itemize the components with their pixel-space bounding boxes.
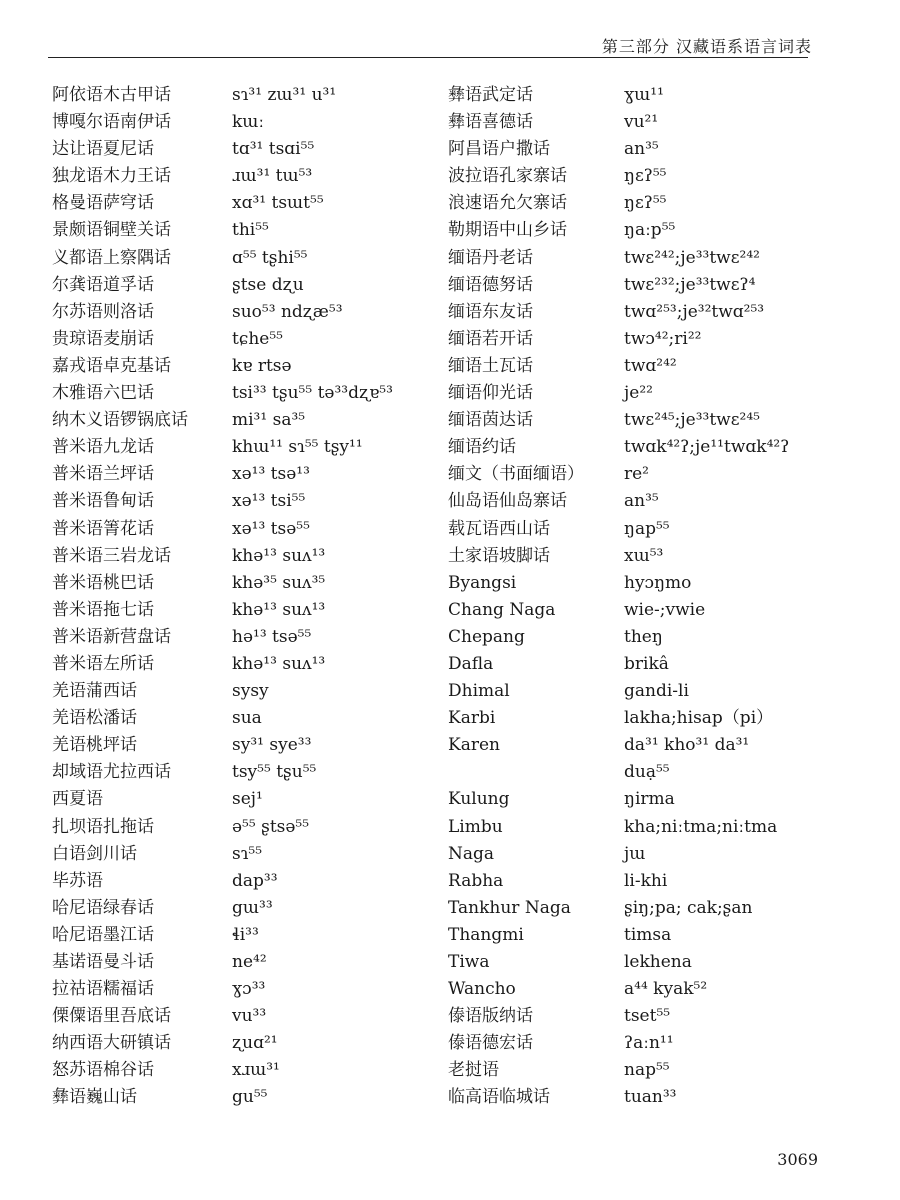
word-form: gu⁵⁵ [232, 1087, 268, 1108]
language-name: 波拉语孔家寨话 [448, 166, 567, 187]
word-form: theŋ [624, 626, 663, 647]
language-name: 普米语新营盘话 [52, 626, 171, 647]
header-rule [48, 57, 808, 58]
word-form: nap⁵⁵ [624, 1060, 670, 1081]
word-form: brikâ [624, 653, 669, 674]
word-form: khə³⁵ suʌ³⁵ [232, 572, 326, 593]
language-name: 阿昌语户撒话 [448, 139, 550, 160]
entry-row [448, 109, 828, 136]
entry-row [448, 543, 828, 570]
word-form: ŋaːp⁵⁵ [624, 220, 676, 241]
word-form: a⁴⁴ kyak⁵² [624, 979, 708, 1000]
page-header [0, 28, 900, 68]
entry-row [448, 597, 828, 624]
language-name: 傣语德宏话 [448, 1033, 533, 1054]
entry-row [52, 786, 452, 813]
word-form: timsa [624, 924, 672, 945]
entry-row [52, 163, 452, 190]
language-name: Dhimal [448, 681, 510, 702]
word-form: ʂtse dʐu [232, 274, 304, 295]
word-form: an³⁵ [624, 491, 659, 512]
language-name: 阿依语木古甲话 [52, 85, 171, 105]
entry-row [448, 380, 828, 407]
word-form: gandi-li [624, 681, 689, 702]
word-form: twɑk⁴²ʔ;je¹¹twɑk⁴²ʔ [624, 437, 790, 458]
entry-row [52, 732, 452, 759]
entry-row [448, 759, 828, 786]
entry-row [448, 868, 828, 895]
language-name: Byangsi [448, 572, 517, 593]
language-name: 普米语九龙话 [52, 437, 154, 458]
language-name: 普米语三岩龙话 [52, 545, 171, 566]
word-form: khə¹³ suʌ¹³ [232, 653, 326, 674]
word-form: suo⁵³ ndʐæ⁵³ [232, 301, 343, 322]
language-name: 西夏语 [52, 789, 103, 810]
language-name: 普米语桃巴话 [52, 572, 154, 593]
entry-row [52, 272, 452, 299]
language-name: 缅语德努话 [448, 274, 533, 295]
entry-row [52, 841, 452, 868]
language-name: 仙岛语仙岛寨话 [448, 491, 567, 512]
word-form: duạ⁵⁵ [624, 762, 670, 783]
language-name: 缅语茵达话 [448, 410, 533, 431]
entry-row [52, 326, 452, 353]
language-name: 普米语鲁甸话 [52, 491, 154, 512]
language-name: 缅语土瓦话 [448, 355, 533, 376]
language-name: 博嘎尔语南伊话 [52, 112, 171, 133]
word-form: ɬi³³ [232, 924, 259, 945]
word-form: xɯ⁵³ [624, 545, 664, 566]
word-form: xə¹³ tsə¹³ [232, 464, 310, 485]
entry-row [52, 136, 452, 163]
language-name: Rabha [448, 870, 504, 891]
word-form: ə⁵⁵ ʂtsə⁵⁵ [232, 816, 310, 837]
word-form: lakha;hisap（pi） [624, 708, 774, 729]
language-name: 缅语约话 [448, 437, 516, 458]
word-form: mi³¹ sa³⁵ [232, 410, 306, 431]
entry-row [448, 190, 828, 217]
entry-row [448, 949, 828, 976]
entry-row [52, 407, 452, 434]
word-form: tɑ³¹ tsɑi⁵⁵ [232, 139, 315, 160]
entry-row [448, 814, 828, 841]
word-form: sej¹ [232, 789, 263, 810]
entry-row [448, 976, 828, 1003]
word-form: ɣɯ¹¹ [624, 85, 664, 105]
language-name: 羌语蒲西话 [52, 681, 137, 702]
word-form: ŋɛʔ⁵⁵ [624, 193, 667, 214]
language-name: 哈尼语绿春话 [52, 897, 154, 918]
word-form: tsy⁵⁵ tʂu⁵⁵ [232, 762, 317, 783]
word-form: twɛ²³²;je³³twɛʔ⁴ [624, 274, 756, 295]
entry-row [448, 353, 828, 380]
entry-row [448, 434, 828, 461]
entry-row [448, 570, 828, 597]
entry-row [52, 434, 452, 461]
entry-row [52, 895, 452, 922]
entry-row [52, 759, 452, 786]
language-name: 浪速语允欠寨话 [448, 193, 567, 214]
word-form: ɑ⁵⁵ tʂhi⁵⁵ [232, 247, 308, 268]
word-form: ne⁴² [232, 952, 267, 972]
word-form: ŋɛʔ⁵⁵ [624, 166, 667, 187]
language-name: Naga [448, 843, 495, 864]
language-name: 达让语夏尼话 [52, 139, 154, 160]
word-form: twɛ²⁴²;je³³twɛ²⁴² [624, 247, 760, 268]
word-form: tset⁵⁵ [624, 1006, 671, 1027]
word-form: dap³³ [232, 870, 278, 891]
language-name: Wancho [448, 979, 516, 1000]
entry-row [448, 651, 828, 678]
language-name: Kulung [448, 789, 510, 810]
word-form: khə¹³ suʌ¹³ [232, 599, 326, 620]
language-name: 嘉戎语卓克基话 [52, 355, 171, 376]
word-form: sua [232, 708, 262, 729]
word-form: twɛ²⁴⁵;je³³twɛ²⁴⁵ [624, 410, 760, 431]
language-name: 扎坝语扎拖话 [52, 816, 154, 837]
language-name: 尔龚语道孚话 [52, 274, 154, 295]
language-name: 景颇语铜壁关话 [52, 220, 171, 241]
language-name: 格曼语萨穹话 [52, 193, 154, 214]
entry-row [448, 516, 828, 543]
word-form: ɹɯ³¹ tɯ⁵³ [232, 166, 313, 187]
entry-row [52, 1030, 452, 1057]
word-form: xɑ³¹ tsɯt⁵⁵ [232, 193, 324, 214]
entry-row [52, 488, 452, 515]
language-name: 载瓦语西山话 [448, 518, 550, 539]
language-name: Dafla [448, 653, 494, 674]
word-form: je²² [624, 383, 653, 404]
word-form: twɑ²⁵³;je³²twɑ²⁵³ [624, 301, 765, 322]
word-form: sysy [232, 681, 269, 702]
language-name: 普米语拖七话 [52, 599, 154, 620]
language-name: 白语剑川话 [52, 843, 137, 864]
language-name: 傈僳语里吾底话 [52, 1006, 171, 1027]
language-name: 贵琼语麦崩话 [52, 328, 154, 349]
word-form: hyɔŋmo [624, 572, 692, 593]
page-number: 3069 [777, 1150, 818, 1169]
language-name: 拉祜语糯福话 [52, 979, 154, 1000]
language-name: 尔苏语则洛话 [52, 301, 154, 322]
entry-row [52, 461, 452, 488]
language-name: 普米语左所话 [52, 653, 154, 674]
language-name: 羌语松潘话 [52, 708, 137, 729]
entry-row [448, 1057, 828, 1084]
word-form: vu²¹ [624, 112, 659, 133]
entry-row [448, 732, 828, 759]
language-name: 普米语箐花话 [52, 518, 154, 539]
word-form: xə¹³ tsi⁵⁵ [232, 491, 306, 512]
word-form: ʔaːn¹¹ [624, 1033, 674, 1054]
language-name: 土家语坡脚话 [448, 545, 550, 566]
entry-row [448, 407, 828, 434]
entry-row [448, 245, 828, 272]
word-form: xɹɯ³¹ [232, 1060, 280, 1081]
word-form: ʐuɑ²¹ [232, 1033, 278, 1054]
word-form: kɯː [232, 112, 265, 133]
entry-row [448, 136, 828, 163]
language-name: 彝语巍山话 [52, 1087, 137, 1108]
word-form: re² [624, 464, 650, 485]
language-name: 毕苏语 [52, 870, 103, 891]
language-name: 纳木义语锣锅底话 [52, 410, 188, 431]
language-name: 缅文（书面缅语） [448, 464, 584, 485]
entry-row [52, 109, 452, 136]
entry-row [448, 841, 828, 868]
right-column [448, 82, 828, 1112]
entry-row [52, 353, 452, 380]
entry-row [52, 651, 452, 678]
entry-row [448, 786, 828, 813]
entry-row [52, 597, 452, 624]
language-name: 临高语临城话 [448, 1087, 550, 1108]
entry-row [52, 678, 452, 705]
word-form: vu³³ [232, 1006, 267, 1027]
entry-row [448, 272, 828, 299]
entry-row [52, 922, 452, 949]
language-name: 缅语若开话 [448, 328, 533, 349]
entry-row [52, 380, 452, 407]
entry-row [448, 163, 828, 190]
entry-row [52, 949, 452, 976]
word-form: thi⁵⁵ [232, 220, 269, 241]
language-name: Karbi [448, 708, 496, 729]
language-name: Chang Naga [448, 599, 556, 620]
language-name: 普米语兰坪话 [52, 464, 154, 485]
entry-row [448, 678, 828, 705]
word-form: lekhena [624, 952, 692, 972]
language-name: 缅语仰光话 [448, 383, 533, 404]
language-name: 老挝语 [448, 1060, 499, 1081]
word-form: da³¹ kho³¹ da³¹ [624, 735, 750, 756]
language-name: 羌语桃坪话 [52, 735, 137, 756]
entry-row [448, 1030, 828, 1057]
entry-row [448, 217, 828, 244]
language-name: Tiwa [448, 952, 490, 972]
word-form: ɣɔ³³ [232, 979, 266, 1000]
entry-row [448, 1003, 828, 1030]
word-form: jɯ [624, 843, 646, 864]
entry-row [52, 976, 452, 1003]
entry-row [448, 461, 828, 488]
entry-row [52, 868, 452, 895]
word-form: sɿ⁵⁵ [232, 843, 263, 864]
entry-row [448, 1084, 828, 1111]
language-name: 缅语东友话 [448, 301, 533, 322]
word-form: ŋap⁵⁵ [624, 518, 670, 539]
entry-row [448, 82, 828, 109]
language-name: 独龙语木力王话 [52, 166, 171, 187]
language-name: 纳西语大研镇话 [52, 1033, 171, 1054]
entry-row [448, 922, 828, 949]
word-form: an³⁵ [624, 139, 659, 160]
word-form: sɿ³¹ zɯ³¹ u³¹ [232, 85, 337, 105]
entry-row [52, 570, 452, 597]
entry-row [448, 326, 828, 353]
entry-row [52, 1084, 452, 1111]
language-name: 怒苏语棉谷话 [52, 1060, 154, 1081]
word-form: xə¹³ tsə⁵⁵ [232, 518, 310, 539]
word-form: kɐ rtsə [232, 355, 292, 376]
language-name: 哈尼语墨江话 [52, 924, 154, 945]
entry-row [52, 299, 452, 326]
entry-row [52, 705, 452, 732]
language-name: Chepang [448, 626, 525, 647]
word-form: ʂiŋ;pa; cak;ʂan [624, 897, 753, 918]
entry-row [52, 814, 452, 841]
word-form: ŋirma [624, 789, 675, 810]
word-form: tɕhe⁵⁵ [232, 328, 283, 349]
entry-row [52, 217, 452, 244]
word-form: twɑ²⁴² [624, 355, 677, 376]
word-form: khɯ¹¹ sɿ⁵⁵ tʂy¹¹ [232, 437, 363, 458]
entry-row [52, 190, 452, 217]
word-form: khə¹³ suʌ¹³ [232, 545, 326, 566]
language-name: 缅语丹老话 [448, 247, 533, 268]
entry-row [52, 543, 452, 570]
entry-row [52, 516, 452, 543]
entry-row [448, 624, 828, 651]
word-form: wie-;vwie [624, 599, 706, 620]
language-name: 勒期语中山乡话 [448, 220, 567, 241]
word-form: sy³¹ sye³³ [232, 735, 312, 756]
language-name: 却域语尤拉西话 [52, 762, 171, 783]
language-name: Tankhur Naga [448, 897, 571, 918]
entry-row [448, 488, 828, 515]
word-form: twɔ⁴²;ri²² [624, 328, 702, 349]
entry-row [448, 299, 828, 326]
entry-row [52, 1057, 452, 1084]
language-name: 义都语上察隅话 [52, 247, 171, 268]
entry-row [52, 82, 452, 109]
language-name: 彝语喜德话 [448, 112, 533, 133]
language-name: Limbu [448, 816, 503, 837]
header-title: 第三部分 汉藏语系语言词表 [601, 37, 812, 56]
entry-row [52, 624, 452, 651]
word-form: hə¹³ tsə⁵⁵ [232, 626, 312, 647]
language-name: 基诺语曼斗话 [52, 952, 154, 972]
word-form: li-khi [624, 870, 668, 891]
left-column [52, 82, 452, 1112]
word-form: tuan³³ [624, 1087, 677, 1108]
entry-row [52, 1003, 452, 1030]
language-name: 木雅语六巴话 [52, 383, 154, 404]
entry-row [448, 705, 828, 732]
language-name: 傣语版纳话 [448, 1006, 533, 1027]
language-name: Thangmi [448, 924, 524, 945]
word-form: kha;niːtma;niːtma [624, 816, 778, 837]
language-name: Karen [448, 735, 500, 756]
word-form: gɯ³³ [232, 897, 273, 918]
word-form: tsi³³ tʂu⁵⁵ tə³³dʐɐ⁵³ [232, 383, 393, 404]
entry-row [448, 895, 828, 922]
entry-row [52, 245, 452, 272]
language-name: 彝语武定话 [448, 85, 533, 105]
